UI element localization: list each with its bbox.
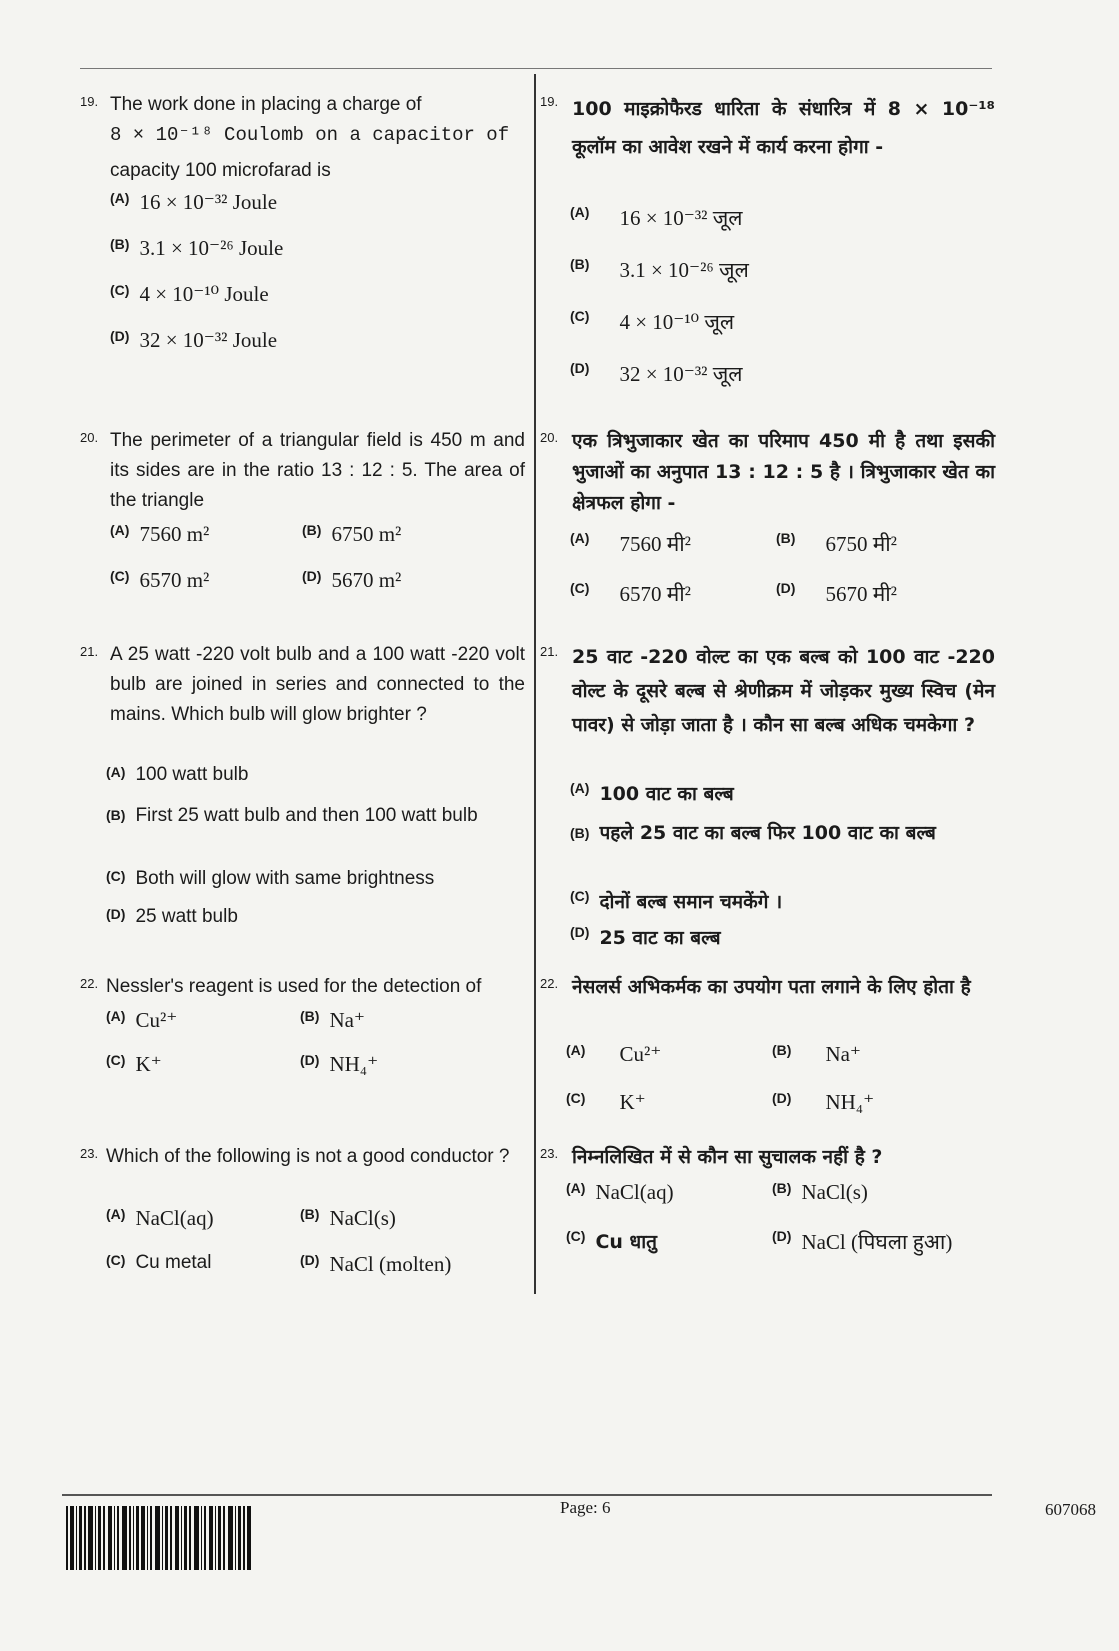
option-a[interactable]: (A) 16 × 10⁻³² जूल xyxy=(570,204,743,230)
question-stem: 100 माइक्रोफैरड धारिता के संधारित्र में 8 × 10⁻¹⁸ कूलॉम का आवेश रखने में कार्य करना होगा - xyxy=(572,98,995,158)
option-c[interactable]: (C) Cu धातु xyxy=(566,1228,657,1253)
question-number: 22. xyxy=(80,976,99,991)
option-d[interactable]: (D) 5670 m² xyxy=(302,568,402,592)
option-b[interactable]: (B) NaCl(s) xyxy=(300,1206,396,1230)
option-c[interactable]: (C) K⁺ xyxy=(566,1090,646,1114)
option-c[interactable]: (C) Both will glow with same brightness xyxy=(106,868,435,889)
option-c[interactable]: (C) 6570 m² xyxy=(110,568,210,592)
option-a[interactable]: (A) NaCl(aq) xyxy=(566,1180,674,1204)
option-a[interactable]: (A) 100 वाट का बल्ब xyxy=(570,780,734,805)
top-rule xyxy=(80,68,992,69)
option-c[interactable]: (C) दोनों बल्ब समान चमकेंगे । xyxy=(570,888,783,913)
question-stem: Which of the following is not a good conductor ? xyxy=(106,1146,510,1167)
question-stem: Nessler's reagent is used for the detection of xyxy=(106,976,482,997)
option-b[interactable]: (B) First 25 watt bulb and then 100 watt bulb xyxy=(106,805,478,826)
question-number: 19. xyxy=(80,94,99,109)
option-d[interactable]: (D) 25 watt bulb xyxy=(106,906,238,927)
question-stem: नेसलर्स अभिकर्मक का उपयोग पता लगाने के लिए होता है xyxy=(572,976,971,998)
page-number: Page: 6 xyxy=(560,1498,611,1517)
question-number: 23. xyxy=(80,1146,99,1161)
option-a[interactable]: (A) NaCl(aq) xyxy=(106,1206,214,1230)
question-22-hi xyxy=(540,972,995,1114)
column-divider xyxy=(534,74,536,1294)
bottom-rule xyxy=(62,1494,992,1496)
option-a[interactable]: (A) 7560 m² xyxy=(110,522,210,546)
question-number: 23. xyxy=(540,1146,559,1161)
option-d[interactable]: (D) NH₄⁺ xyxy=(772,1090,875,1114)
option-c[interactable]: (C) 4 × 10⁻¹⁰ जूल xyxy=(570,308,735,334)
option-a[interactable]: (A) 7560 मी² xyxy=(570,530,691,556)
option-d[interactable]: (D) 32 × 10⁻³² Joule xyxy=(110,328,278,352)
option-b[interactable]: (B) पहले 25 वाट का बल्ब फिर 100 वाट का बल्ब xyxy=(570,822,936,844)
question-22-en xyxy=(80,972,525,1076)
question-stem: 25 वाट -220 वोल्ट का एक बल्ब को 100 वाट -220 वोल्ट के दूसरे बल्ब से श्रेणीक्रम में जोड़कर मुख्य स्विच (मेन पावर) से जोड़ा जाता है । कौन सा बल्ब अधिक चमकेगा ? xyxy=(572,646,995,736)
paper-code: 607068 xyxy=(1045,1500,1096,1519)
option-c[interactable]: (C) K⁺ xyxy=(106,1052,162,1076)
option-a[interactable]: (A) Cu²⁺ xyxy=(106,1008,178,1032)
question-number: 20. xyxy=(540,430,559,445)
option-d[interactable]: (D) 5670 मी² xyxy=(776,580,897,606)
option-d[interactable]: (D) NH₄⁺ xyxy=(300,1052,379,1076)
option-b[interactable]: (B) NaCl(s) xyxy=(772,1180,868,1204)
option-a[interactable]: (A) 16 × 10⁻³² Joule xyxy=(110,190,278,214)
question-number: 21. xyxy=(540,644,559,659)
question-stem: एक त्रिभुजाकार खेत का परिमाप 450 मी है तथा इसकी भुजाओं का अनुपात 13 : 12 : 5 है । त्रिभुजाकार खेत का क्षेत्रफल होगा - xyxy=(572,430,995,514)
question-19-en xyxy=(80,90,525,352)
option-b[interactable]: (B) Na⁺ xyxy=(300,1008,366,1032)
question-number: 22. xyxy=(540,976,559,991)
question-19-hi xyxy=(540,90,995,386)
question-23-hi xyxy=(540,1142,995,1254)
option-a[interactable]: (A) 100 watt bulb xyxy=(106,764,249,785)
option-a[interactable]: (A) Cu²⁺ xyxy=(566,1042,662,1066)
question-stem: The work done in placing a charge of 8 × 10⁻¹⁸ Coulomb on a capacitor of capacity 100 microfarad is xyxy=(110,94,510,181)
barcode-icon xyxy=(66,1500,262,1582)
question-stem: निम्नलिखित में से कौन सा सुचालक नहीं है ? xyxy=(572,1146,883,1168)
question-21-en xyxy=(80,640,525,927)
question-23-en xyxy=(80,1142,525,1276)
question-number: 21. xyxy=(80,644,99,659)
question-21-hi xyxy=(540,640,995,949)
option-b[interactable]: (B) 3.1 × 10⁻²⁶ जूल xyxy=(570,256,749,282)
question-20-en xyxy=(80,426,525,592)
option-d[interactable]: (D) NaCl (पिघला हुआ) xyxy=(772,1228,953,1254)
option-d[interactable]: (D) 32 × 10⁻³² जूल xyxy=(570,360,743,386)
question-stem: The perimeter of a triangular field is 450 m and its sides are in the ratio 13 : 12 : 5. The area of the triangle xyxy=(110,430,525,511)
option-b[interactable]: (B) 6750 m² xyxy=(302,522,402,546)
option-c[interactable]: (C) Cu metal xyxy=(106,1252,212,1273)
option-c[interactable]: (C) 4 × 10⁻¹⁰ Joule xyxy=(110,282,269,306)
option-d[interactable]: (D) 25 वाट का बल्ब xyxy=(570,924,721,949)
option-d[interactable]: (D) NaCl (molten) xyxy=(300,1252,452,1276)
question-20-hi xyxy=(540,426,995,606)
question-number: 20. xyxy=(80,430,99,445)
question-number: 19. xyxy=(540,94,559,109)
option-b[interactable]: (B) 3.1 × 10⁻²⁶ Joule xyxy=(110,236,284,260)
option-b[interactable]: (B) 6750 मी² xyxy=(776,530,897,556)
option-c[interactable]: (C) 6570 मी² xyxy=(570,580,691,606)
question-stem: A 25 watt -220 volt bulb and a 100 watt -220 volt bulb are joined in series and connected to the mains. Which bulb will glow brighter ? xyxy=(110,644,525,725)
option-b[interactable]: (B) Na⁺ xyxy=(772,1042,862,1066)
